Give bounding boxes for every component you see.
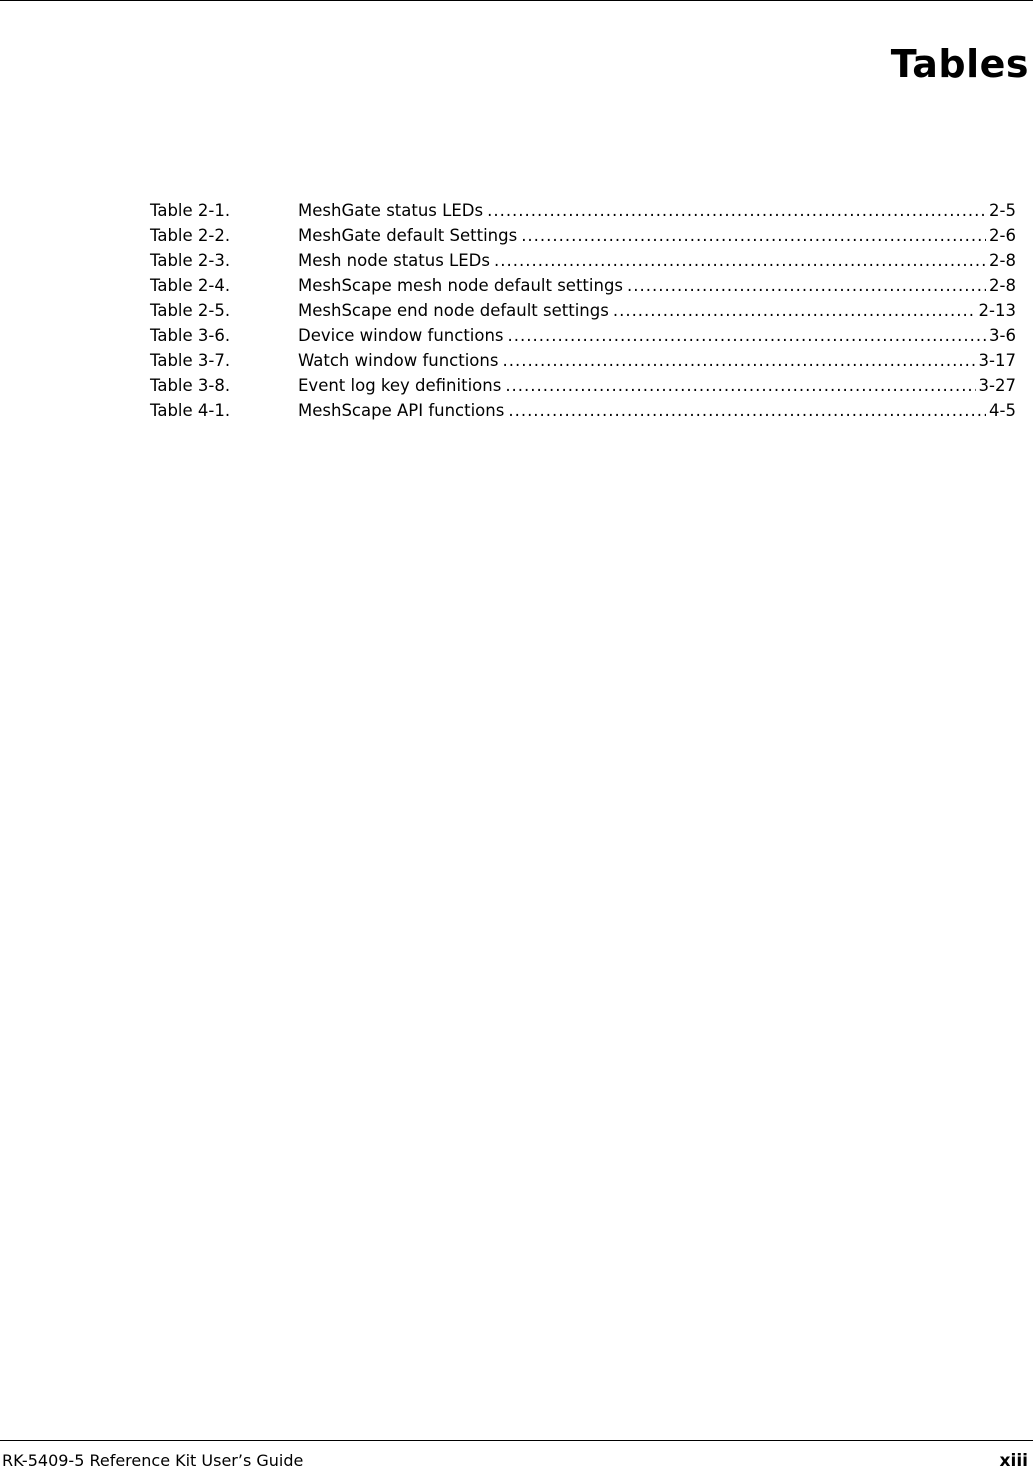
toc-entry-title: MeshScape API functions	[298, 401, 505, 420]
toc-entry-page: 4-5	[989, 401, 1016, 420]
toc-entry[interactable]	[150, 323, 1016, 348]
toc-dot-leader	[502, 348, 975, 373]
top-rule	[0, 0, 1033, 1]
footer-page-number: xiii	[999, 1451, 1028, 1471]
toc-dot-leader	[508, 398, 986, 423]
toc-entry-number: Table 3-6.	[150, 326, 231, 345]
toc-entry-title: Event log key definitions	[298, 376, 502, 395]
toc-entry-title: Watch window functions	[298, 351, 499, 370]
page-title: Tables	[890, 42, 1029, 86]
toc-dot-leader	[494, 248, 986, 273]
toc-entry-title: MeshScape end node default settings	[298, 301, 609, 320]
toc-entry-title: MeshGate default Settings	[298, 226, 518, 245]
toc-entry-page: 2-8	[989, 276, 1016, 295]
toc-dot-leader	[505, 373, 975, 398]
toc-entry-title: Mesh node status LEDs	[298, 251, 490, 270]
toc-dot-leader	[508, 323, 987, 348]
toc-entry-number: Table 2-4.	[150, 276, 231, 295]
toc-entry-number: Table 3-8.	[150, 376, 231, 395]
toc-entry-page: 2-6	[989, 226, 1016, 245]
toc-entry-page: 3-6	[989, 326, 1016, 345]
toc-entry-title: MeshGate status LEDs	[298, 201, 484, 220]
toc-entry-page: 2-5	[989, 201, 1016, 220]
footer-rule	[0, 1440, 1033, 1441]
toc-entry-number: Table 2-3.	[150, 251, 231, 270]
toc-entry[interactable]	[150, 298, 1016, 323]
toc-dot-leader	[613, 298, 976, 323]
footer-doc-title: RK-5409-5 Reference Kit User’s Guide	[2, 1451, 304, 1470]
toc-dot-leader	[521, 223, 986, 248]
toc-entry-number: Table 3-7.	[150, 351, 231, 370]
toc-entry-title: MeshScape mesh node default settings	[298, 276, 624, 295]
toc-entry-page: 2-13	[978, 301, 1016, 320]
toc-entry-number: Table 2-5.	[150, 301, 231, 320]
toc-entry-number: Table 2-2.	[150, 226, 231, 245]
toc-dot-leader	[627, 273, 986, 298]
toc-dot-leader	[487, 198, 986, 223]
toc-entry-page: 2-8	[989, 251, 1016, 270]
toc-entry[interactable]	[150, 198, 1016, 223]
toc-entry-number: Table 2-1.	[150, 201, 231, 220]
table-of-contents	[150, 198, 1016, 423]
toc-entry[interactable]	[150, 373, 1016, 398]
toc-entry[interactable]	[150, 348, 1016, 373]
toc-entry[interactable]	[150, 398, 1016, 423]
toc-entry-page: 3-27	[978, 376, 1016, 395]
toc-entry-number: Table 4-1.	[150, 401, 231, 420]
toc-entry[interactable]	[150, 223, 1016, 248]
toc-entry-page: 3-17	[978, 351, 1016, 370]
toc-entry-title: Device window functions	[298, 326, 504, 345]
toc-entry[interactable]	[150, 248, 1016, 273]
toc-entry[interactable]	[150, 273, 1016, 298]
